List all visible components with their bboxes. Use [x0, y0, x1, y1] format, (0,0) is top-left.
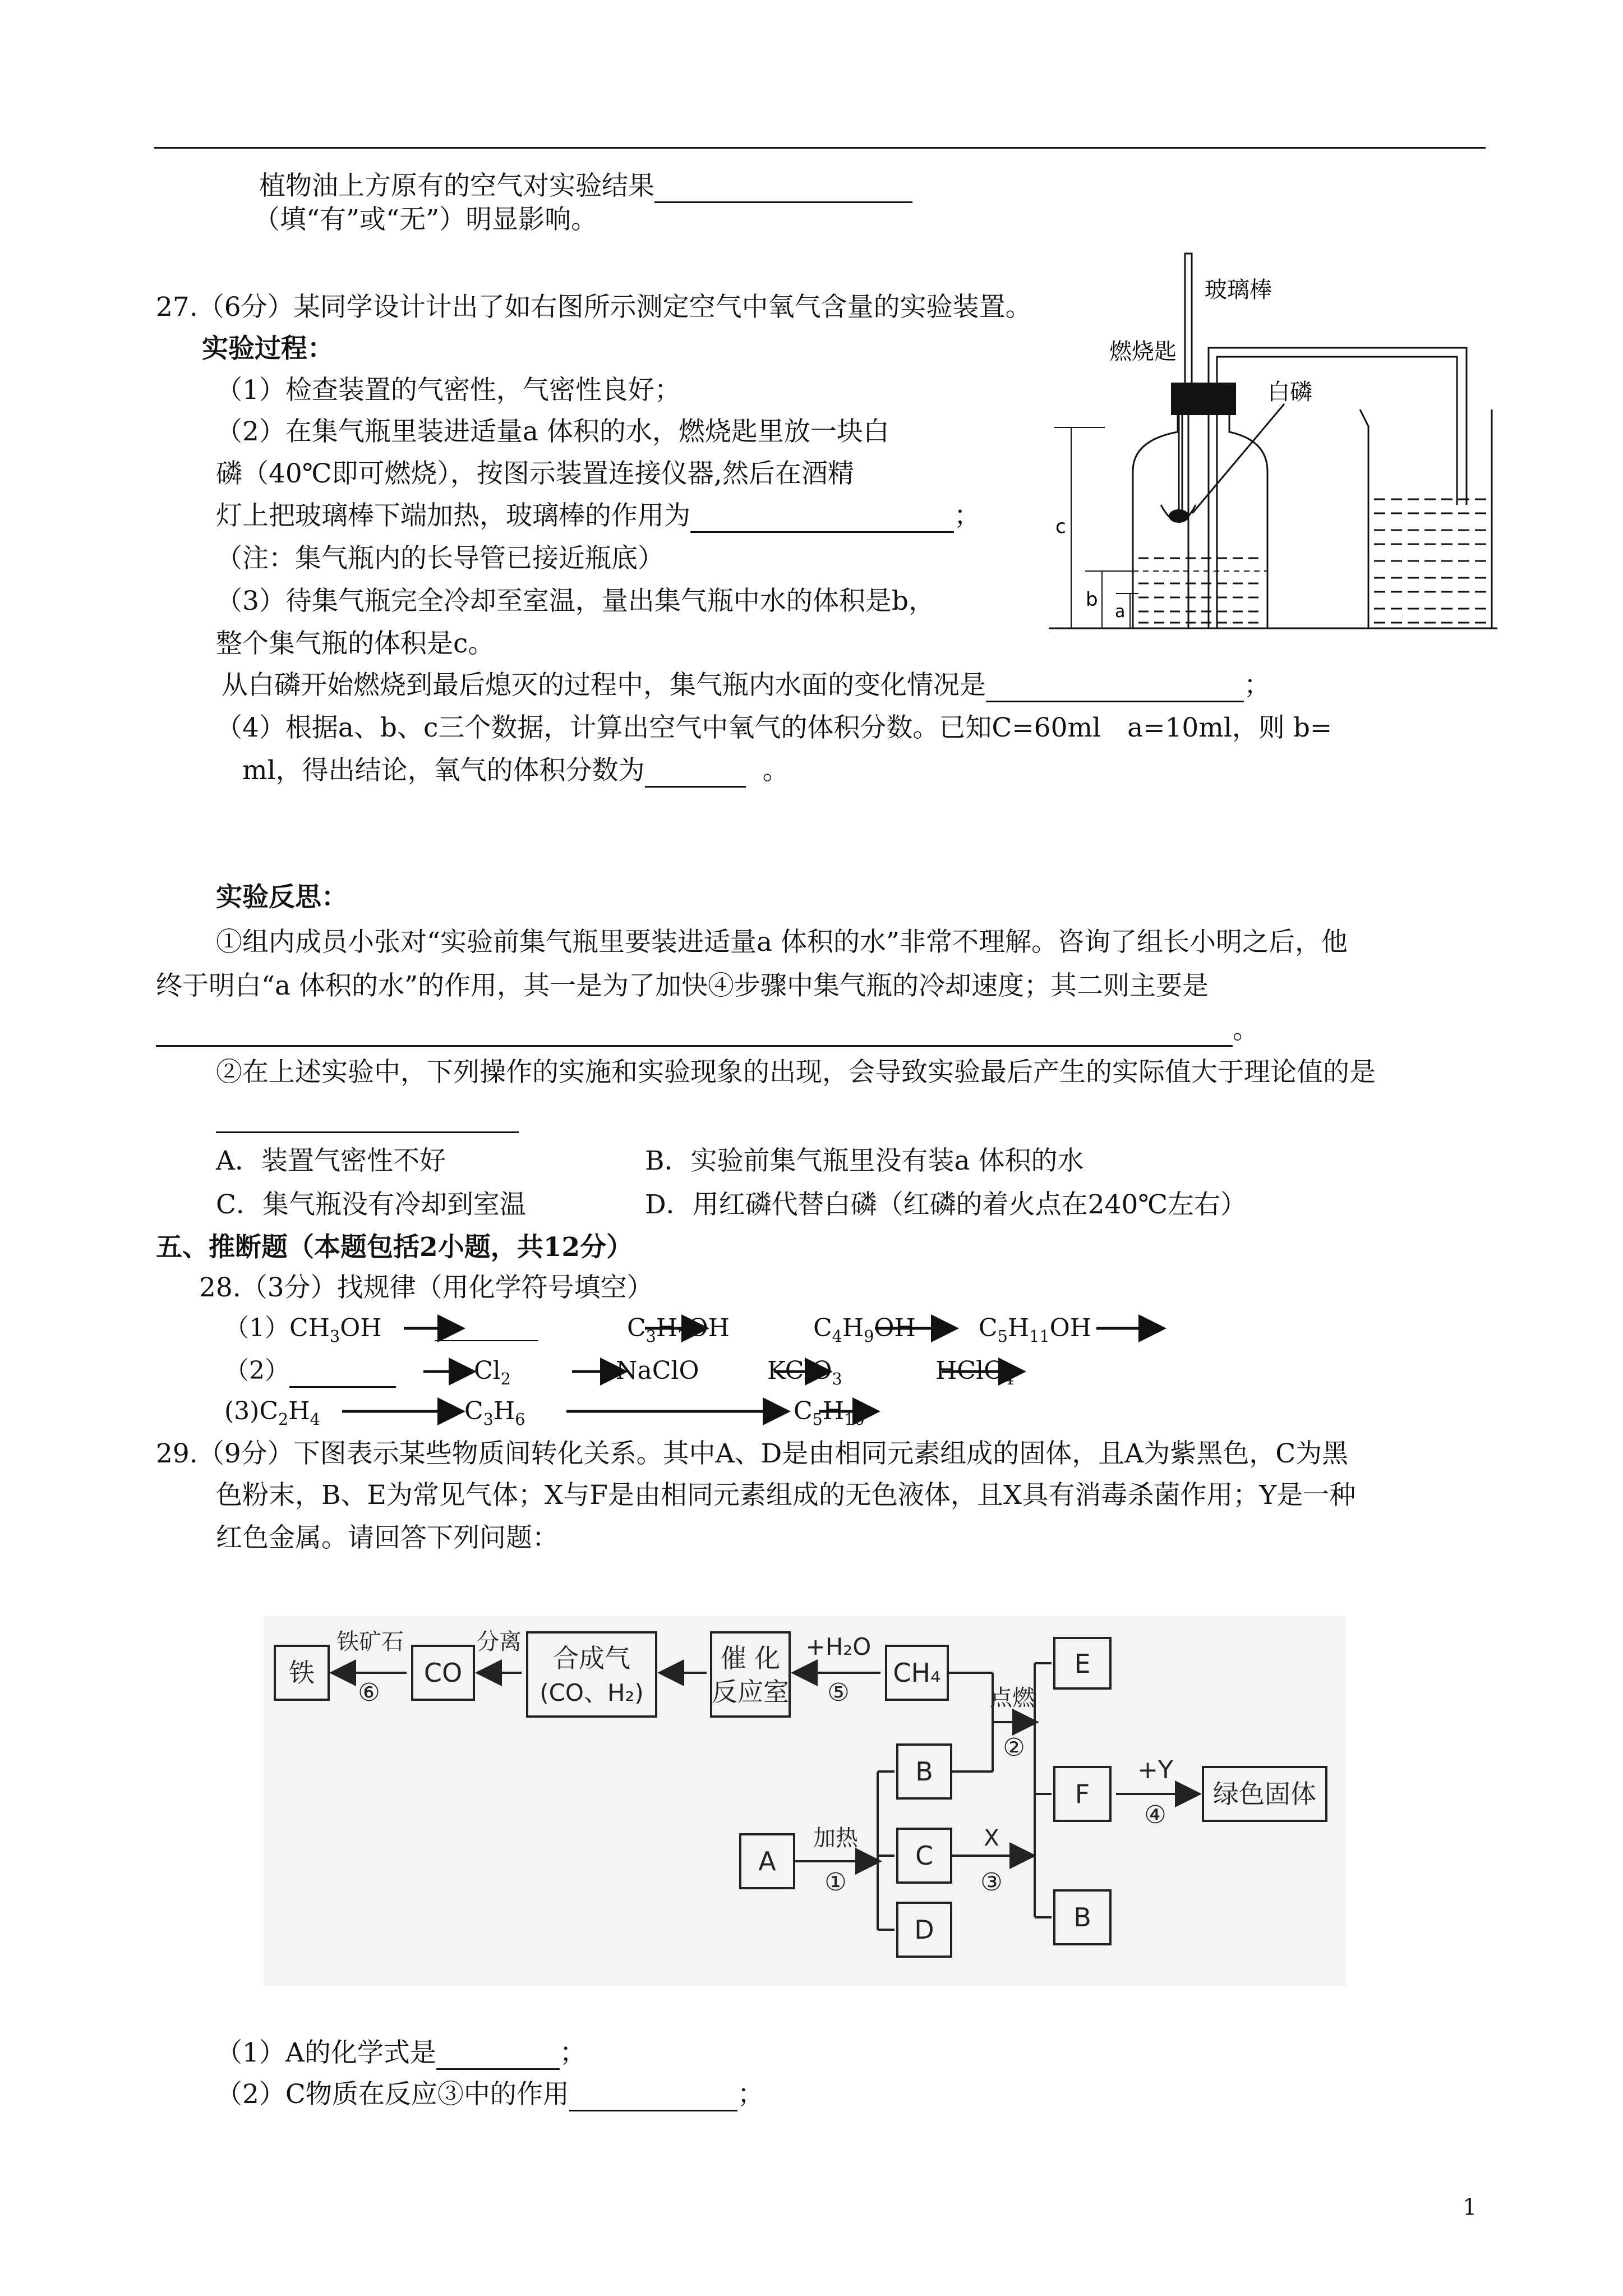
text: ml，得出结论，氧气的体积分数为 [242, 755, 645, 786]
q27-step-3b: 整个集气瓶的体积是c。 [216, 628, 495, 659]
glass-rod-label: 玻璃棒 [1205, 277, 1272, 303]
reflection-2: ②在上述实验中，下列操作的实施和实验现象的出现，会导致实验最后产生的实际值大于理论值的是 [216, 1057, 1376, 1088]
text: OH [874, 1314, 916, 1342]
sub: 4 [832, 1326, 842, 1346]
label-step-2: ② [1003, 1733, 1025, 1762]
q29-sub-2 [216, 2078, 764, 2111]
label-reactor-2: 反应室 [712, 1677, 789, 1707]
q27-step-2c [216, 499, 980, 533]
label-c: C [915, 1841, 934, 1871]
q27-step-2d: （注：集气瓶内的长导管已接近瓶底） [216, 543, 664, 574]
text: 灯上把玻璃棒下端加热，玻璃棒的作用为 [216, 500, 690, 531]
q27-step-4b [242, 754, 789, 788]
sub: 7 [677, 1326, 688, 1346]
label-separate: 分离 [477, 1629, 522, 1655]
text: KClO [767, 1356, 832, 1385]
sub: 10 [844, 1409, 865, 1429]
text: NaClO [616, 1356, 699, 1385]
reflection-heading: 实验反思： [216, 882, 348, 913]
spoon-label: 燃烧匙 [1109, 339, 1177, 365]
sub: 9 [864, 1326, 874, 1346]
section-5-heading: 五、推断题（本题包括2小题，共12分） [156, 1232, 633, 1263]
answer-blank[interactable] [436, 2044, 560, 2070]
reflection-2-blank [216, 1099, 519, 1133]
punct: ； [559, 2037, 586, 2068]
label-plus-y: +Y [1137, 1756, 1173, 1784]
q27-step-2b: 磷（40℃即可燃烧），按图示装置连接仪器,然后在酒精 [216, 458, 854, 489]
label-b-bottom: B [1073, 1902, 1091, 1932]
label-add-water: +H₂O [805, 1633, 872, 1660]
text: H [288, 1397, 310, 1425]
sub: 3 [330, 1326, 340, 1346]
q27-title: 27.（6分）某同学设计计出了如右图所示测定空气中氧气含量的实验装置。 [156, 292, 1032, 323]
text: C [464, 1397, 483, 1425]
text: 从白磷开始燃烧到最后熄灭的过程中，集气瓶内水面的变化情况是 [222, 670, 986, 701]
text: HClO [935, 1356, 1004, 1385]
text: 植物油上方原有的空气对实验结果 [259, 171, 654, 201]
q27-step-3c [222, 669, 1270, 702]
q27-step-3a: （3）待集气瓶完全冷却至室温，量出集气瓶中水的体积是b， [216, 586, 935, 616]
sub: 11 [1029, 1326, 1050, 1346]
beaker [1360, 409, 1492, 628]
oxygen-apparatus-figure [1049, 247, 1497, 639]
q29-sub-1 [216, 2036, 586, 2070]
label-iron-ore: 铁矿石 [336, 1629, 404, 1655]
label-step-4: ④ [1144, 1801, 1166, 1829]
label-step-3: ③ [980, 1868, 1003, 1897]
label-ignite: 点燃 [990, 1685, 1035, 1711]
answer-blank[interactable] [690, 507, 954, 533]
dimension-a: a [1115, 602, 1126, 622]
text: （1）A的化学式是 [216, 2037, 436, 2068]
q29-line-3: 红色金属。请回答下列问题： [216, 1522, 559, 1553]
header-rule [154, 147, 1486, 149]
label-a: A [758, 1846, 776, 1876]
text: OH [340, 1314, 382, 1342]
text: H [656, 1314, 678, 1342]
sub: 3 [832, 1369, 842, 1388]
label-step-5: ⑤ [827, 1678, 850, 1707]
white-phosphorus [1169, 509, 1189, 523]
q27-step-4a: （4）根据a、b、c三个数据，计算出空气中氧气的体积分数。已知C=60ml a=10ml，则 b= [216, 712, 1332, 743]
sub: 4 [310, 1409, 320, 1429]
page-number: 1 [1463, 2194, 1477, 2220]
label-e: E [1074, 1649, 1091, 1679]
sub: 4 [1004, 1369, 1015, 1388]
sub: 3 [645, 1326, 656, 1346]
text: OH [688, 1314, 730, 1342]
sub: 5 [812, 1409, 823, 1429]
label-f: F [1075, 1779, 1090, 1809]
reflection-1a: ①组内成员小张对“实验前集气瓶里要装进适量a 体积的水”非常不理解。咨询了组长小明之后，他 [216, 927, 1348, 958]
text: H [1007, 1314, 1030, 1342]
text: C [627, 1314, 646, 1342]
answer-blank[interactable] [569, 2085, 737, 2111]
punct: ； [737, 2079, 764, 2110]
answer-blank[interactable] [156, 1020, 1233, 1047]
sub: 6 [515, 1409, 525, 1429]
q27-procedure-heading: 实验过程： [202, 333, 334, 364]
text: Cl [474, 1356, 501, 1385]
label-b-top: B [915, 1756, 933, 1787]
punct: 。 [1233, 1014, 1259, 1045]
punct: ； [954, 500, 980, 531]
option-a: A．装置气密性不好 [216, 1145, 446, 1176]
text: （填“有”或“无”）明显影响。 [253, 204, 598, 235]
stopper [1171, 383, 1236, 415]
punct: ； [1244, 670, 1270, 701]
answer-blank[interactable] [645, 761, 746, 788]
text: （1）CH [224, 1314, 330, 1342]
sub: 2 [500, 1369, 511, 1388]
q27-step-2a: （2）在集气瓶里装进适量a 体积的水，燃烧匙里放一块白 [216, 416, 889, 447]
label-green-solid: 绿色固体 [1213, 1779, 1316, 1809]
q29-flow-diagram [264, 1616, 1346, 1986]
dimension-b: b [1086, 588, 1098, 611]
option-d: D．用红磷代替白磷（红磷的着火点在240℃左右） [645, 1189, 1247, 1220]
sub: 3 [483, 1409, 494, 1429]
option-c: C．集气瓶没有冷却到室温 [216, 1189, 526, 1220]
q27-step-1: （1）检查装置的气密性，气密性良好； [216, 375, 681, 406]
reflection-1c [156, 1013, 1259, 1047]
text: H [822, 1397, 845, 1425]
text: （2）C物质在反应③中的作用 [216, 2079, 569, 2110]
text: （2） [224, 1356, 289, 1385]
label-iron: 铁 [289, 1658, 315, 1688]
option-b: B．实验前集气瓶里没有装a 体积的水 [645, 1145, 1084, 1176]
text: C [979, 1314, 998, 1342]
continuation-line-1 [259, 169, 912, 203]
label-d: D [914, 1915, 934, 1945]
label-co: CO [423, 1658, 463, 1688]
punct: 。 [762, 755, 789, 786]
text: C [794, 1397, 813, 1425]
sub: 2 [278, 1409, 289, 1429]
continuation-line-2 [253, 203, 597, 237]
sub: 5 [997, 1326, 1008, 1346]
q28-title: 28.（3分）找规律（用化学符号填空） [199, 1272, 653, 1303]
connecting-tube [1209, 348, 1467, 505]
text: OH [1049, 1314, 1092, 1342]
q28-arrows [0, 1301, 1623, 1447]
label-x: X [984, 1825, 999, 1851]
label-heat: 加热 [813, 1825, 858, 1851]
q29-line-1: 29.（9分）下图表示某些物质间转化关系。其中A、D是由相同元素组成的固体，且A为紫黑色，C为黑 [156, 1438, 1349, 1469]
text: H [493, 1397, 515, 1425]
answer-blank[interactable] [216, 1107, 519, 1133]
reflection-1b: 终于明白“a 体积的水”的作用，其一是为了加快④步骤中集气瓶的冷却速度；其二则主要是 [156, 970, 1209, 1001]
q29-line-2: 色粉末，B、E为常见气体；X与F是由相同元素组成的无色液体，且X具有消毒杀菌作用；Y是一种 [216, 1480, 1356, 1511]
dimension-c: c [1055, 516, 1066, 538]
label-step-6: ⑥ [358, 1678, 380, 1707]
answer-blank[interactable] [654, 177, 912, 203]
phosphorus-label: 白磷 [1267, 379, 1312, 405]
label-reactor-1: 催 化 [720, 1643, 781, 1673]
text: (3)C [224, 1397, 278, 1425]
text: H [842, 1314, 864, 1342]
answer-blank[interactable] [986, 676, 1244, 702]
label-step-1: ① [824, 1868, 847, 1897]
text: C [813, 1314, 832, 1342]
label-syngas-1: 合成气 [553, 1643, 630, 1673]
label-ch4: CH₄ [893, 1658, 941, 1688]
label-syngas-2: (CO、H₂) [540, 1679, 644, 1706]
